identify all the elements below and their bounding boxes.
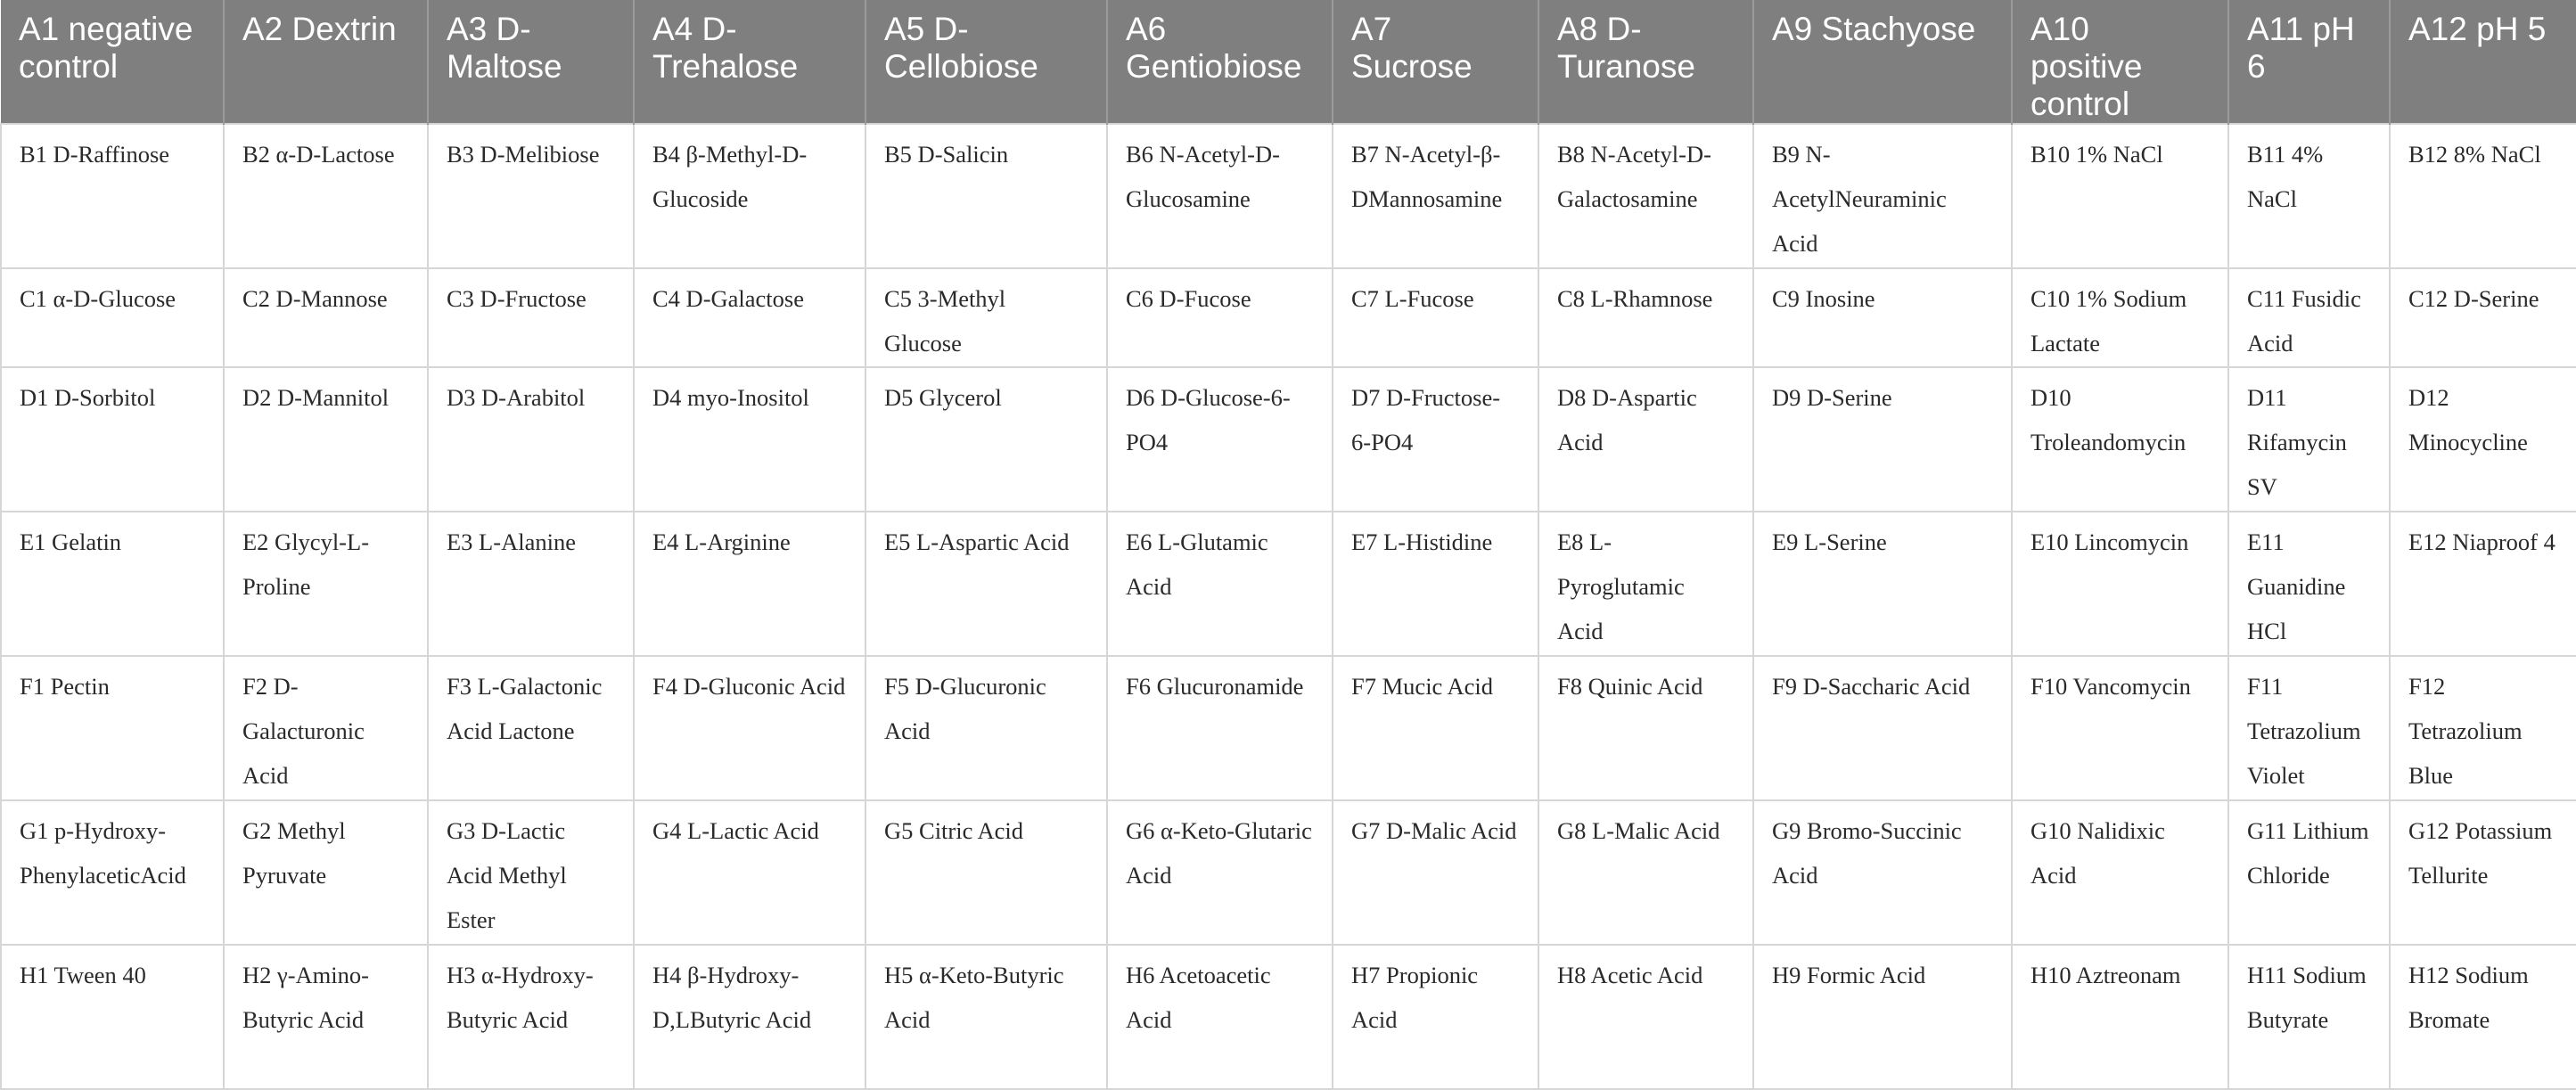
table-cell: G7 D-Malic Acid bbox=[1333, 800, 1538, 945]
table-cell: B4 β-Methyl-D-Glucoside bbox=[634, 124, 866, 268]
table-cell: F1 Pectin bbox=[1, 656, 224, 800]
table-cell: B1 D-Raffinose bbox=[1, 124, 224, 268]
table-cell: E9 L-Serine bbox=[1753, 512, 2012, 656]
table-cell: C9 Inosine bbox=[1753, 268, 2012, 367]
table-cell: H9 Formic Acid bbox=[1753, 945, 2012, 1089]
table-cell: F3 L-Galactonic Acid Lactone bbox=[428, 656, 634, 800]
table-cell: F7 Mucic Acid bbox=[1333, 656, 1538, 800]
table-cell: G4 L-Lactic Acid bbox=[634, 800, 866, 945]
table-body bbox=[1, 124, 2576, 1089]
table-cell: B2 α-D-Lactose bbox=[224, 124, 428, 268]
header-row bbox=[1, 0, 2576, 124]
table-row bbox=[1, 268, 2576, 367]
table-cell: F9 D-Saccharic Acid bbox=[1753, 656, 2012, 800]
table-cell: H4 β-Hydroxy-D,LButyric Acid bbox=[634, 945, 866, 1089]
table-cell: C2 D-Mannose bbox=[224, 268, 428, 367]
table-cell: C3 D-Fructose bbox=[428, 268, 634, 367]
table-cell: B5 D-Salicin bbox=[866, 124, 1107, 268]
table-cell: D7 D-Fructose-6-PO4 bbox=[1333, 367, 1538, 512]
table-cell: D11 Rifamycin SV bbox=[2228, 367, 2390, 512]
table-cell: H8 Acetic Acid bbox=[1538, 945, 1753, 1089]
table-cell: E4 L-Arginine bbox=[634, 512, 866, 656]
table-row bbox=[1, 945, 2576, 1089]
table-cell: F8 Quinic Acid bbox=[1538, 656, 1753, 800]
table-cell: E5 L-Aspartic Acid bbox=[866, 512, 1107, 656]
column-header: A8 D-Turanose bbox=[1538, 0, 1753, 124]
table-cell: C5 3-Methyl Glucose bbox=[866, 268, 1107, 367]
table-cell: C7 L-Fucose bbox=[1333, 268, 1538, 367]
table-cell: D4 myo-Inositol bbox=[634, 367, 866, 512]
table-cell: H12 Sodium Bromate bbox=[2390, 945, 2576, 1089]
table-cell: C10 1% Sodium Lactate bbox=[2012, 268, 2228, 367]
table-cell: G5 Citric Acid bbox=[866, 800, 1107, 945]
table-cell: B12 8% NaCl bbox=[2390, 124, 2576, 268]
table-cell: C12 D-Serine bbox=[2390, 268, 2576, 367]
table-row bbox=[1, 656, 2576, 800]
table-cell: F2 D-Galacturonic Acid bbox=[224, 656, 428, 800]
table-cell: B6 N-Acetyl-D-Glucosamine bbox=[1107, 124, 1333, 268]
table-cell: B3 D-Melibiose bbox=[428, 124, 634, 268]
table-row bbox=[1, 800, 2576, 945]
column-header: A2 Dextrin bbox=[224, 0, 428, 124]
table-cell: B9 N-AcetylNeuraminic Acid bbox=[1753, 124, 2012, 268]
table-cell: B7 N-Acetyl-β-DMannosamine bbox=[1333, 124, 1538, 268]
table-cell: F10 Vancomycin bbox=[2012, 656, 2228, 800]
table-cell: G1 p-Hydroxy-PhenylaceticAcid bbox=[1, 800, 224, 945]
column-header: A12 pH 5 bbox=[2390, 0, 2576, 124]
column-header: A9 Stachyose bbox=[1753, 0, 2012, 124]
table-cell: E7 L-Histidine bbox=[1333, 512, 1538, 656]
column-header: A6 Gentiobiose bbox=[1107, 0, 1333, 124]
table-cell: F4 D-Gluconic Acid bbox=[634, 656, 866, 800]
table-cell: G3 D-Lactic Acid Methyl Ester bbox=[428, 800, 634, 945]
table-cell: F11 Tetrazolium Violet bbox=[2228, 656, 2390, 800]
table-cell: G9 Bromo-Succinic Acid bbox=[1753, 800, 2012, 945]
table-cell: H7 Propionic Acid bbox=[1333, 945, 1538, 1089]
table-cell: D2 D-Mannitol bbox=[224, 367, 428, 512]
table-cell: G10 Nalidixic Acid bbox=[2012, 800, 2228, 945]
table-cell: B8 N-Acetyl-D-Galactosamine bbox=[1538, 124, 1753, 268]
table-cell: D10 Troleandomycin bbox=[2012, 367, 2228, 512]
column-header: A7 Sucrose bbox=[1333, 0, 1538, 124]
table-cell: E11 Guanidine HCl bbox=[2228, 512, 2390, 656]
table-cell: G12 Potassium Tellurite bbox=[2390, 800, 2576, 945]
table-cell: E3 L-Alanine bbox=[428, 512, 634, 656]
table-cell: D1 D-Sorbitol bbox=[1, 367, 224, 512]
table-cell: H10 Aztreonam bbox=[2012, 945, 2228, 1089]
column-header: A5 D-Cellobiose bbox=[866, 0, 1107, 124]
table-row bbox=[1, 512, 2576, 656]
table-cell: B10 1% NaCl bbox=[2012, 124, 2228, 268]
table-cell: F6 Glucuronamide bbox=[1107, 656, 1333, 800]
table-cell: G8 L-Malic Acid bbox=[1538, 800, 1753, 945]
table-cell: H1 Tween 40 bbox=[1, 945, 224, 1089]
table-cell: C11 Fusidic Acid bbox=[2228, 268, 2390, 367]
column-header: A1 negative control bbox=[1, 0, 224, 124]
table-cell: H5 α-Keto-Butyric Acid bbox=[866, 945, 1107, 1089]
table-cell: D5 Glycerol bbox=[866, 367, 1107, 512]
table-cell: E12 Niaproof 4 bbox=[2390, 512, 2576, 656]
table-cell: G2 Methyl Pyruvate bbox=[224, 800, 428, 945]
table-cell: C6 D-Fucose bbox=[1107, 268, 1333, 367]
table-cell: C1 α-D-Glucose bbox=[1, 268, 224, 367]
table-cell: D12 Minocycline bbox=[2390, 367, 2576, 512]
table-cell: F12 Tetrazolium Blue bbox=[2390, 656, 2576, 800]
table-cell: D6 D-Glucose-6-PO4 bbox=[1107, 367, 1333, 512]
table-cell: E1 Gelatin bbox=[1, 512, 224, 656]
table-cell: E8 L-Pyroglutamic Acid bbox=[1538, 512, 1753, 656]
table-cell: C4 D-Galactose bbox=[634, 268, 866, 367]
table-cell: F5 D-Glucuronic Acid bbox=[866, 656, 1107, 800]
column-header: A11 pH 6 bbox=[2228, 0, 2390, 124]
table-row bbox=[1, 124, 2576, 268]
table-cell: H2 γ-Amino-Butyric Acid bbox=[224, 945, 428, 1089]
table-cell: C8 L-Rhamnose bbox=[1538, 268, 1753, 367]
table-cell: E6 L-Glutamic Acid bbox=[1107, 512, 1333, 656]
table-cell: G6 α-Keto-Glutaric Acid bbox=[1107, 800, 1333, 945]
table-cell: E10 Lincomycin bbox=[2012, 512, 2228, 656]
table-cell: D3 D-Arabitol bbox=[428, 367, 634, 512]
table-cell: H11 Sodium Butyrate bbox=[2228, 945, 2390, 1089]
column-header: A3 D-Maltose bbox=[428, 0, 634, 124]
table-cell: H6 Acetoacetic Acid bbox=[1107, 945, 1333, 1089]
table-cell: B11 4% NaCl bbox=[2228, 124, 2390, 268]
table-cell: E2 Glycyl-L-Proline bbox=[224, 512, 428, 656]
table-cell: H3 α-Hydroxy-Butyric Acid bbox=[428, 945, 634, 1089]
table-cell: D8 D-Aspartic Acid bbox=[1538, 367, 1753, 512]
table-cell: D9 D-Serine bbox=[1753, 367, 2012, 512]
table-header bbox=[1, 0, 2576, 124]
column-header: A4 D-Trehalose bbox=[634, 0, 866, 124]
table-cell: G11 Lithium Chloride bbox=[2228, 800, 2390, 945]
column-header: A10 positive control bbox=[2012, 0, 2228, 124]
table-row bbox=[1, 367, 2576, 512]
